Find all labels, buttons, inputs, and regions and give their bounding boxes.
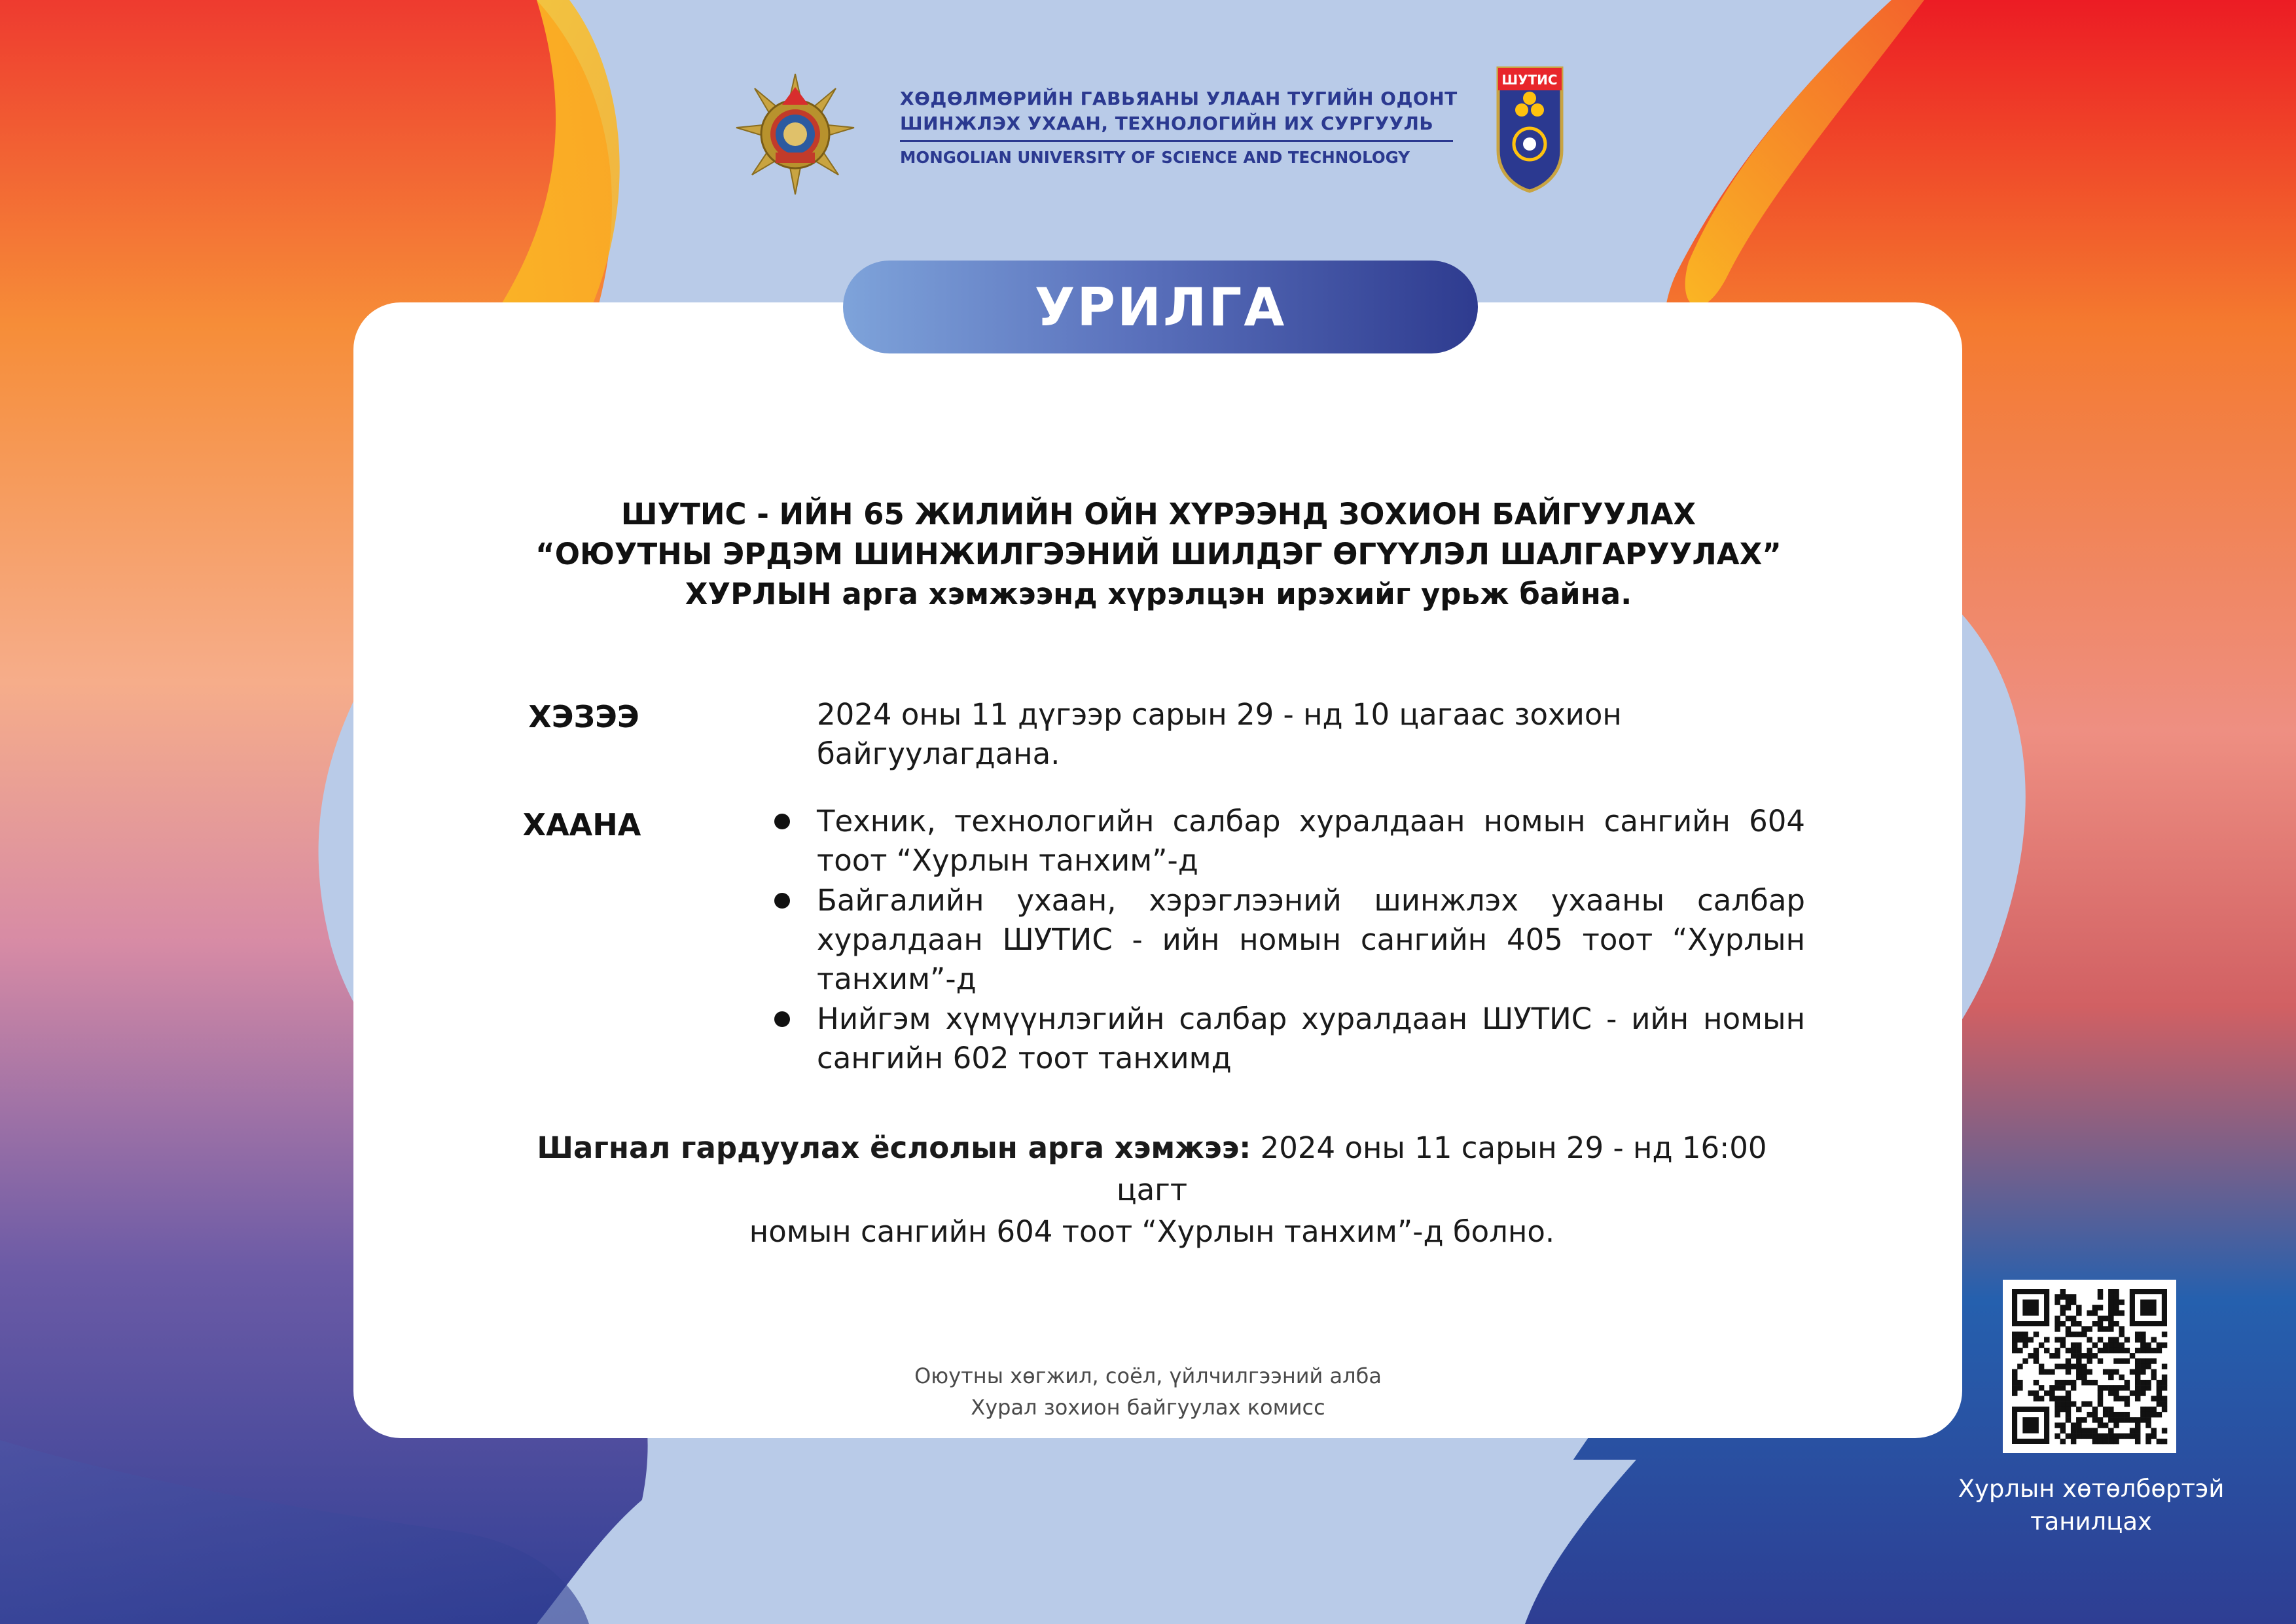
ceremony-line-1 bbox=[497, 1127, 1806, 1211]
must-shield-logo bbox=[1496, 65, 1564, 193]
intro-line-3: ХУРЛЫН арга хэмжээнд хүрэлцэн ирэхийг урьж байна. bbox=[685, 577, 1632, 611]
where-item bbox=[762, 802, 1805, 880]
page-title: УРИЛГА bbox=[1034, 276, 1287, 338]
organizer-line-2: Хурал зохион байгуулах комисс bbox=[971, 1395, 1325, 1420]
intro-line-1: ШУТИС - ИЙН 65 ЖИЛИЙН ОЙН ХҮРЭЭНД ЗОХИОН БАЙГУУЛАХ bbox=[620, 497, 1696, 532]
ceremony-text-2: номын сангийн 604 тоот “Хурлын танхим”-д болно. bbox=[749, 1214, 1555, 1249]
invitation-intro bbox=[419, 494, 1898, 614]
where-item-text: Байгалийн ухаан, хэрэглээний шинжлэх ухааны салбар хуралдаан ШУТИС - ийн номын сангийн 405 тоот “Хурлын танхим”-д bbox=[817, 883, 1805, 996]
qr-caption bbox=[1931, 1473, 2251, 1538]
shield-logo-text: ШУТИС bbox=[1501, 72, 1558, 88]
bullet-icon bbox=[774, 893, 790, 909]
university-name-mn-line2: ШИНЖЛЭХ УХААН, ТЕХНОЛОГИЙН ИХ СУРГУУЛЬ bbox=[900, 113, 1434, 134]
where-item bbox=[762, 881, 1805, 999]
where-item-text: Техник, технологийн салбар хуралдаан номын сангийн 604 тоот “Хурлын танхим”-д bbox=[817, 804, 1805, 878]
university-name-en: MONGOLIAN UNIVERSITY OF SCIENCE AND TECHNOLOGY bbox=[900, 148, 1410, 167]
when-label: ХЭЗЭЭ bbox=[528, 699, 639, 734]
bullet-icon bbox=[774, 814, 790, 829]
intro-line-2: “ОЮУТНЫ ЭРДЭМ ШИНЖИЛГЭЭНИЙ ШИЛДЭГ ӨГҮҮЛЭЛ ШАЛГАРУУЛАХ” bbox=[535, 537, 1782, 571]
where-item bbox=[762, 1000, 1805, 1078]
where-list bbox=[762, 802, 1805, 1079]
when-value: 2024 оны 11 дүгээр сарын 29 - нд 10 цагаас зохион байгуулагдана. bbox=[817, 697, 1622, 771]
title-banner bbox=[843, 261, 1478, 353]
ceremony-text-1: 2024 оны 11 сарын 29 - нд 16:00 цагт bbox=[1116, 1130, 1767, 1207]
university-name-mn-line1: ХӨДӨЛМӨРИЙН ГАВЬЯАНЫ УЛААН ТУГИЙН ОДОНТ bbox=[900, 88, 1458, 109]
order-of-red-banner-emblem bbox=[730, 72, 861, 196]
organizer bbox=[821, 1360, 1475, 1423]
qr-caption-line-2: танилцах bbox=[2030, 1507, 2152, 1536]
ceremony-label: Шагнал гардуулах ёслолын арга хэмжээ: bbox=[537, 1130, 1251, 1165]
where-item-text: Нийгэм хүмүүнлэгийн салбар хуралдаан ШУТИС - ийн номын сангийн 602 тоот танхимд bbox=[817, 1001, 1805, 1075]
university-name-block bbox=[900, 86, 1463, 170]
qr-code-icon bbox=[2003, 1280, 2176, 1453]
qr-code[interactable] bbox=[2003, 1280, 2176, 1453]
organizer-line-1: Оюутны хөгжил, соёл, үйлчилгээний алба bbox=[914, 1363, 1382, 1388]
bullet-icon bbox=[774, 1011, 790, 1027]
header bbox=[0, 0, 2296, 236]
qr-caption-line-1: Хурлын хөтөлбөртэй bbox=[1958, 1475, 2225, 1503]
award-ceremony bbox=[497, 1127, 1806, 1253]
where-label: ХААНА bbox=[522, 807, 641, 842]
divider bbox=[900, 140, 1453, 142]
